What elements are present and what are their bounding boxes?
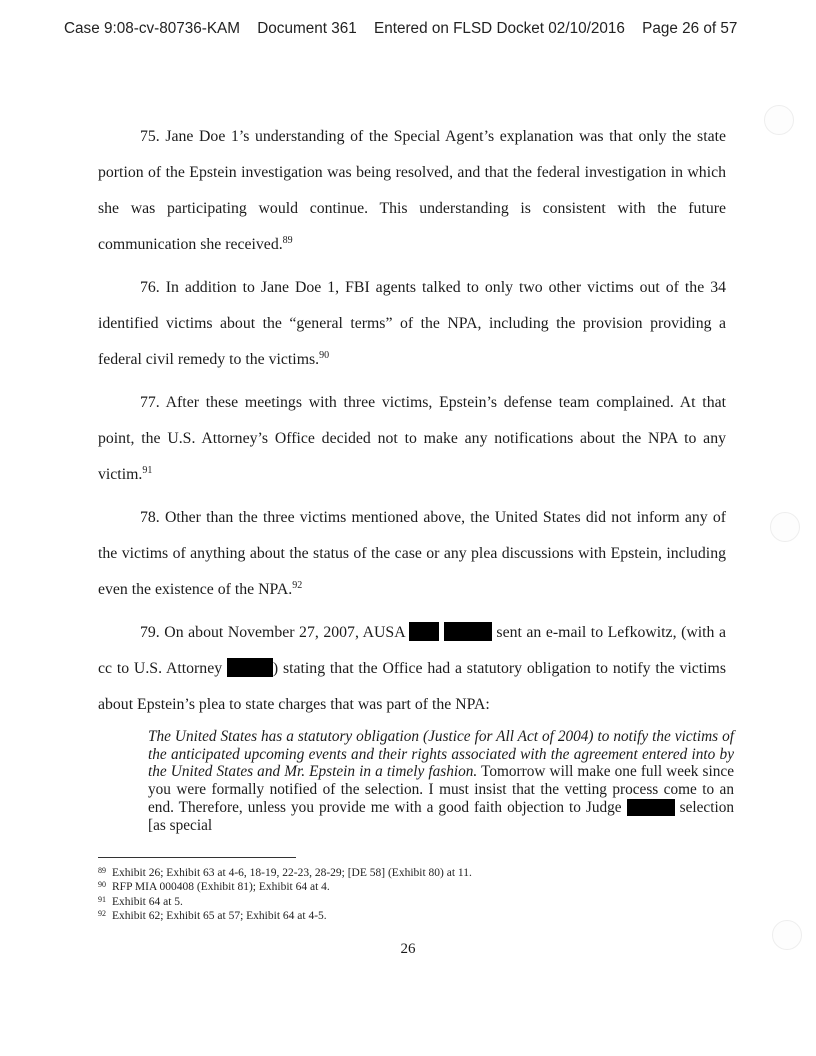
paragraph-79: 79. On about November 27, 2007, AUSA sent an e-mail to Lefkowitz, (with a cc to U.S. Attorney ) stating that the Office had a statutory obligation to notify the victims about Epstein’s plea to state charges that was part of the NPA: [98,624,726,713]
footnote: $^{91}$ Exhibit 64 at 5. [98,894,183,908]
redaction-block [444,622,492,641]
paragraph-76: 76. In addition to Jane Doe 1, FBI agents talked to only two other victims out of the 34 identified victims about the “general terms” of the NPA, including the provision providing a federal civil remedy to the victims.$^{90}$ [98,279,726,368]
footnote: $^{89}$ Exhibit 26; Exhibit 63 at 4-6, 18-19, 22-23, 28-29; [DE 58] (Exhibit 80) at 11. [98,866,472,879]
paragraph-75: 75. Jane Doe 1’s understanding of the Special Agent’s explanation was that only the state portion of the Epstein investigation was being resolved, and that the federal investigation in which she was participating would continue. This understanding is consistent with the future communication she received.$^{89}$ [98,128,726,253]
document-body [98,119,734,834]
hole-punch-mark [764,105,794,135]
docket-entry: Entered on FLSD Docket 02/10/2016 [374,20,625,37]
footnotes [98,866,472,923]
redaction-block [409,622,439,641]
footnote-ref: 92 [292,580,303,591]
docket-header [64,20,764,38]
footnote-divider [98,857,296,858]
redaction-block [627,799,675,816]
paragraph-77: 77. After these meetings with three victims, Epstein’s defense team complained. At that point, the U.S. Attorney’s Office decided not to make any notifications about the NPA to any victim.$^{91}$ [98,394,726,483]
document-number: Document 361 [257,20,357,37]
footnote: $^{92}$ Exhibit 62; Exhibit 65 at 57; Exhibit 64 at 4-5. [98,908,327,922]
footnote-ref: 91 [142,465,153,476]
footnote-ref: 90 [319,350,330,361]
footnote-ref: 89 [282,235,293,246]
redaction-block [227,658,273,677]
footnote: $^{90}$ RFP MIA 000408 (Exhibit 81); Exhibit 64 at 4. [98,880,330,894]
paragraph-78: 78. Other than the three victims mentioned above, the United States did not inform any of the victims of anything about the status of the case or any plea discussions with Epstein, including even the existence of the NPA.$^{92}$ [98,509,726,598]
email-block-quote: The United States has a statutory obligation (Justice for All Act of 2004) to notify the victims of the anticipated upcoming events and their rights associated with the agreement entered into by the United States and Mr. Epstein in a timely fashion. Tomorrow will make one full week since you were formally notified of the selection. I must insist that the vetting process come to an end. Therefore, unless you provide me with a good faith objection to Judge selection [as special [148,728,734,834]
case-number: Case 9:08-cv-80736-KAM [64,20,240,37]
page-of-total: Page 26 of 57 [642,20,738,37]
hole-punch-mark [770,512,800,542]
page-number: 26 [400,941,416,957]
